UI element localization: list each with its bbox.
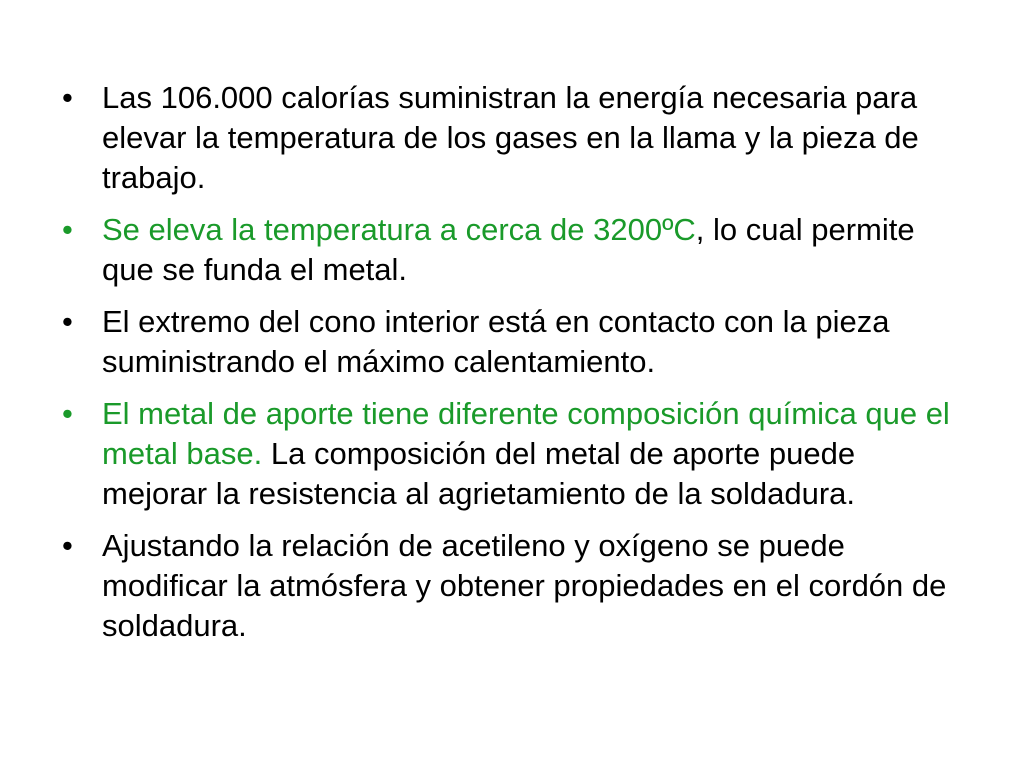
bullet-dot-icon: •	[62, 80, 73, 115]
bullet-list	[62, 78, 952, 658]
bullet-text: , lo cual permite que se funda el metal.	[102, 212, 915, 287]
bullet-item-5	[62, 526, 952, 646]
bullet-dot-icon: •	[62, 528, 73, 563]
bullet-item-3	[62, 302, 952, 382]
bullet-text-highlight: El metal de aporte tiene diferente composición química que el metal base.	[102, 396, 950, 471]
bullet-text: El extremo del cono interior está en contacto con la pieza suministrando el máximo calentamiento.	[102, 304, 890, 379]
bullet-item-2	[62, 210, 952, 290]
bullet-item-4	[62, 394, 952, 514]
bullet-item-1	[62, 78, 952, 198]
bullet-dot-icon: •	[62, 304, 73, 339]
bullet-dot-icon: •	[62, 212, 73, 247]
bullet-text: Ajustando la relación de acetileno y oxígeno se puede modificar la atmósfera y obtener propiedades en el cordón de soldadura.	[102, 528, 947, 643]
bullet-dot-icon: •	[62, 396, 73, 431]
bullet-text: La composición del metal de aporte puede mejorar la resistencia al agrietamiento de la soldadura.	[102, 436, 856, 511]
bullet-text: Las 106.000 calorías suministran la energía necesaria para elevar la temperatura de los gases en la llama y la pieza de trabajo.	[102, 80, 919, 195]
bullet-text-highlight: Se eleva la temperatura a cerca de 3200ºC	[102, 212, 696, 247]
